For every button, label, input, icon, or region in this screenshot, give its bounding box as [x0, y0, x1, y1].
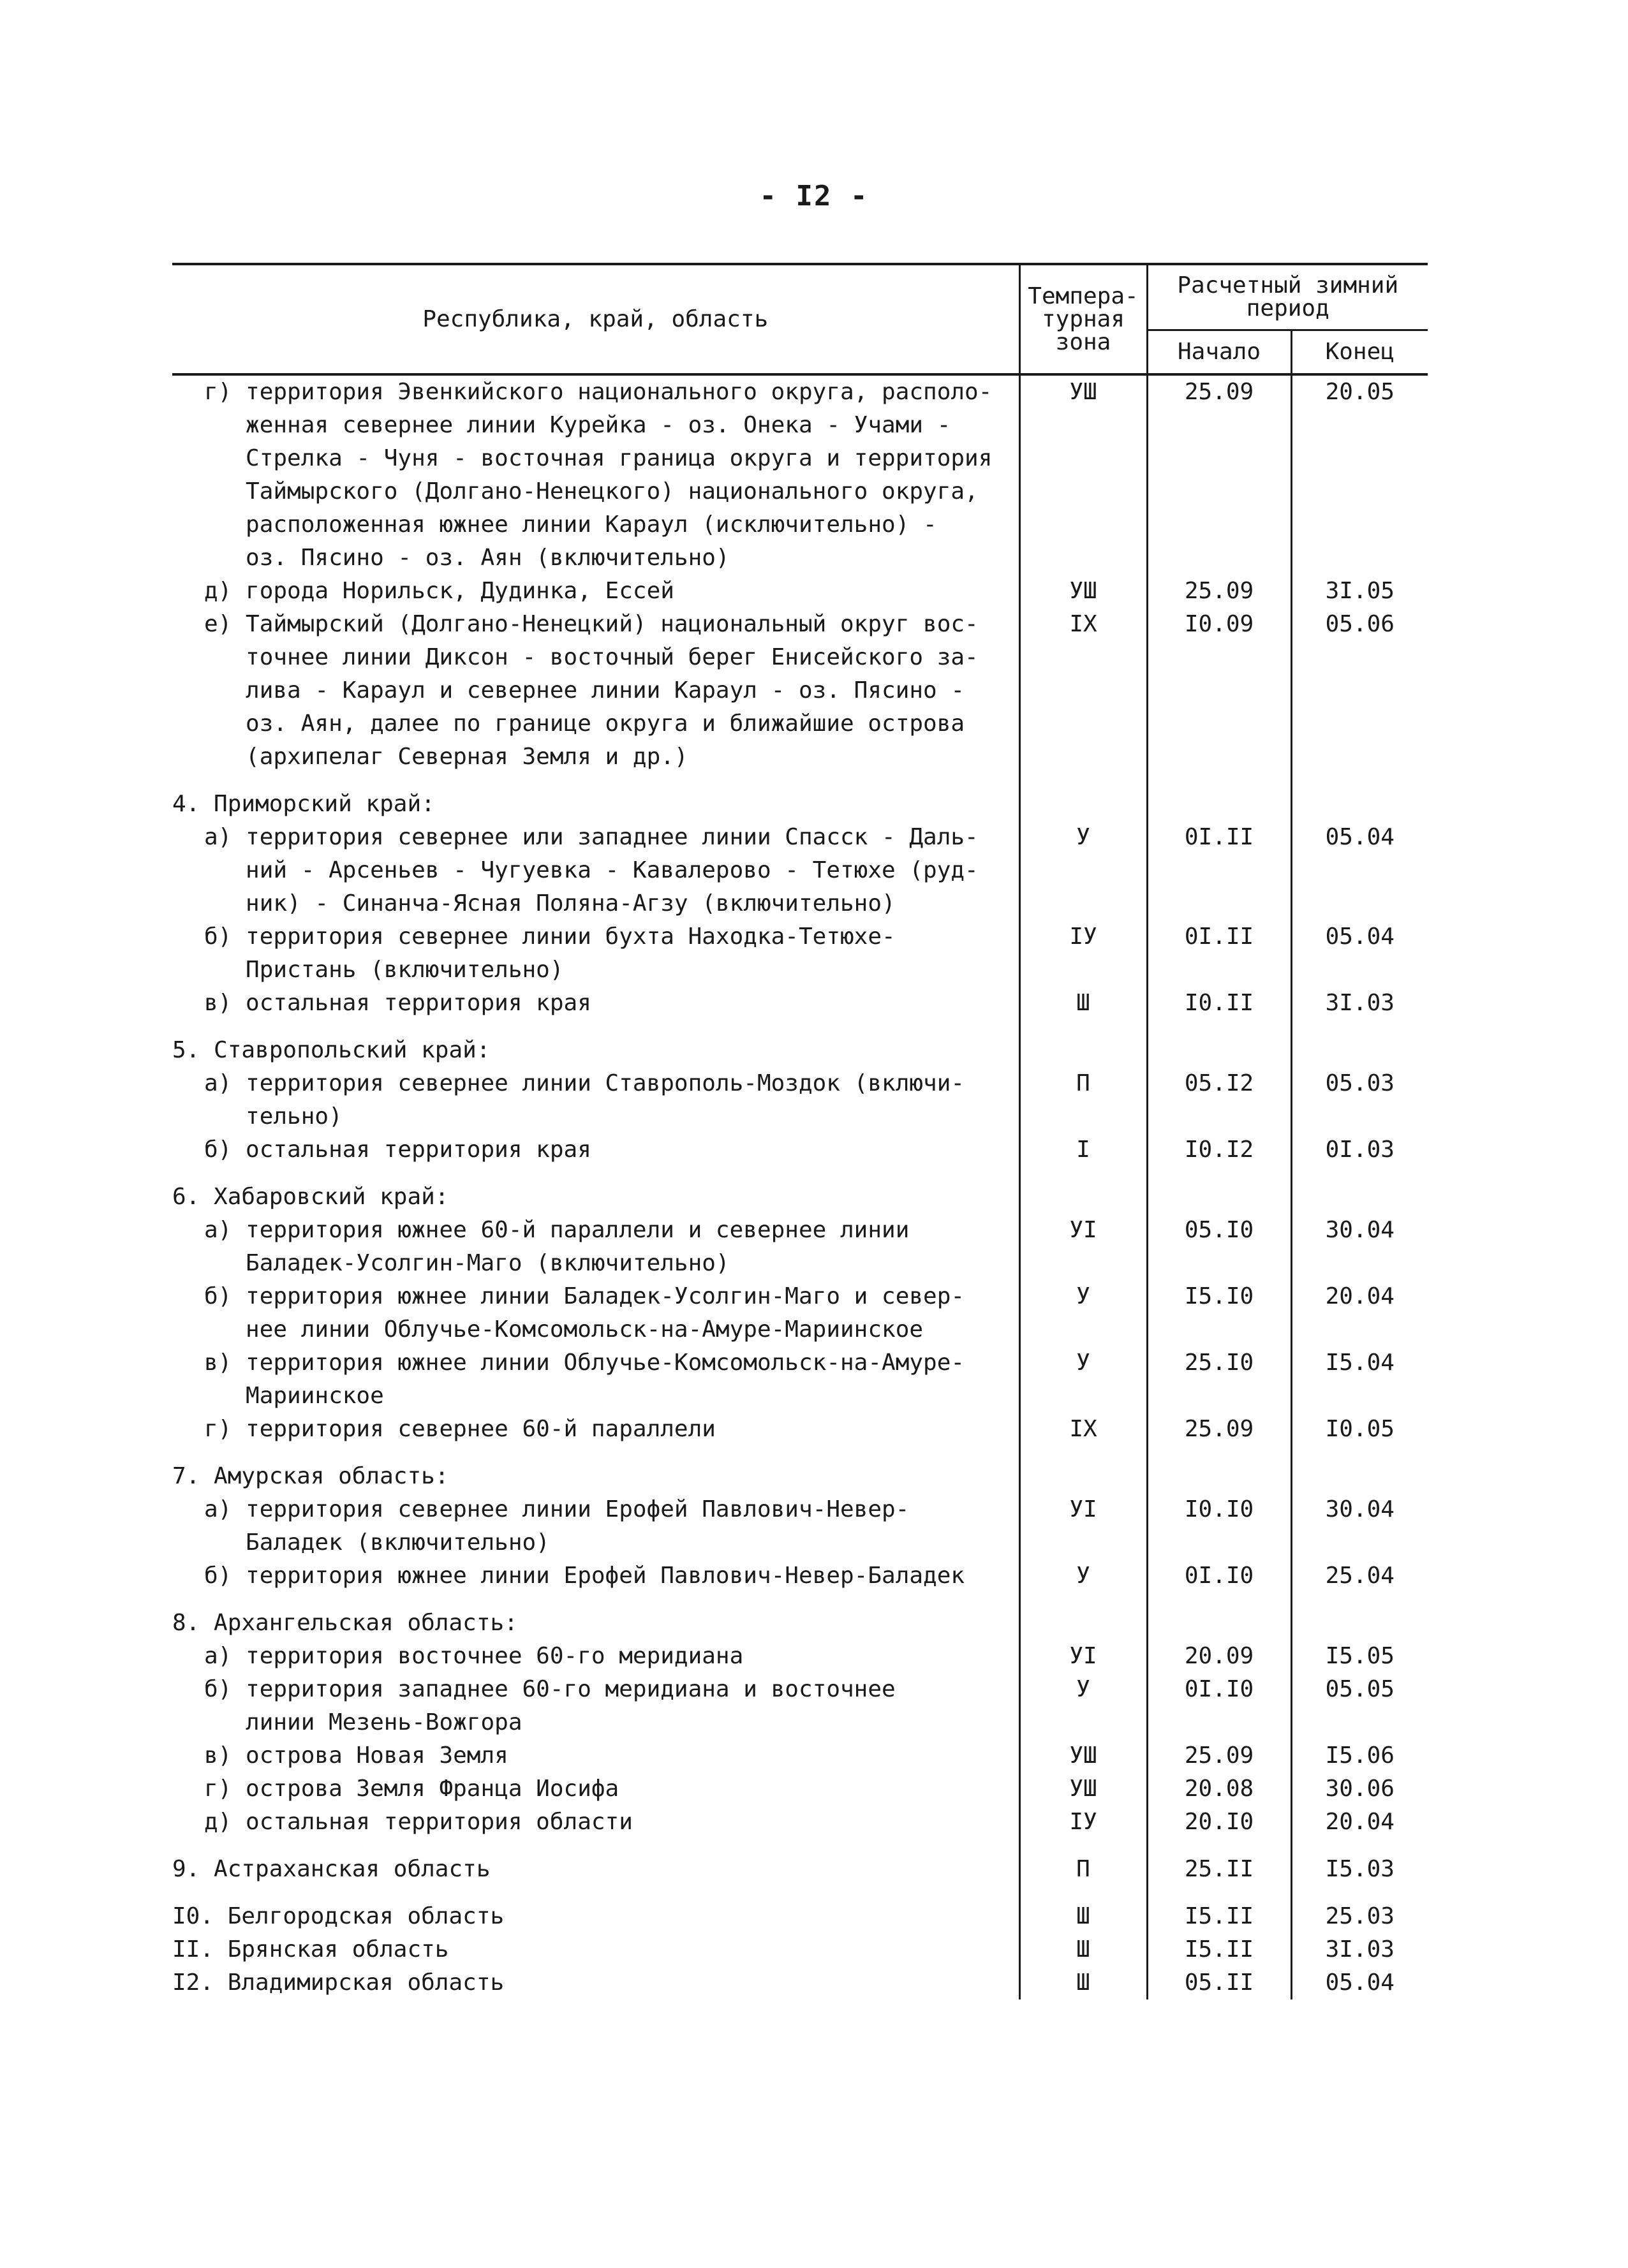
end-date-cell: 05.04: [1325, 924, 1395, 950]
zone-cell: [1019, 1446, 1147, 1493]
end-date-cell: I5.04: [1325, 1350, 1395, 1376]
zone-cell: П: [1019, 1839, 1147, 1886]
zone-cell: IX: [1019, 1413, 1147, 1446]
zone-cell: [1019, 774, 1147, 821]
end-date-cell: 25.04: [1325, 1563, 1395, 1589]
table-row: [172, 1966, 1428, 1999]
region-cell: 4. Приморский край:: [172, 791, 435, 817]
start-date-cell: 05.I0: [1147, 1214, 1291, 1280]
table-row: [172, 1593, 1428, 1640]
table-row: [172, 575, 1428, 608]
start-date-cell: 25.09: [1147, 575, 1291, 608]
zone-cell: IX: [1019, 608, 1147, 774]
zone-cell: УШ: [1019, 374, 1147, 575]
page-number: - I2 -: [759, 180, 869, 212]
table-row: [172, 1020, 1428, 1067]
start-date-cell: I5.II: [1147, 1933, 1291, 1966]
table-row: [172, 1739, 1428, 1772]
region-cell: д) остальная территория области: [204, 1809, 633, 1835]
region-cell: 6. Хабаровский край:: [172, 1184, 449, 1210]
end-date-cell: 05.06: [1325, 611, 1395, 637]
table-row: [172, 987, 1428, 1020]
start-date-cell: 05.II: [1147, 1966, 1291, 1999]
region-cell: II. Брянская область: [172, 1936, 449, 1962]
table-row: [172, 1133, 1428, 1167]
table-row: [172, 1559, 1428, 1593]
region-cell: в) острова Новая Земля: [204, 1742, 508, 1769]
start-date-cell: 25.I0: [1147, 1346, 1291, 1413]
region-cell: в) остальная территория края: [204, 990, 591, 1016]
table-row: [172, 1446, 1428, 1493]
end-date-cell: 20.04: [1325, 1283, 1395, 1309]
start-date-cell: [1147, 1446, 1291, 1493]
end-date-cell: 3I.05: [1325, 578, 1395, 604]
header-end: Конец: [1291, 330, 1428, 375]
start-date-cell: 05.I2: [1147, 1067, 1291, 1133]
start-date-cell: [1147, 1167, 1291, 1214]
zone-cell: [1019, 1593, 1147, 1640]
table-row: [172, 1772, 1428, 1806]
end-date-cell: 05.03: [1325, 1070, 1395, 1096]
start-date-cell: I5.I0: [1147, 1280, 1291, 1346]
region-cell: е) Таймырский (Долгано-Ненецкий) национальный округ вос- точнее линии Диксон - восточный берег Енисейского за- лива - Караул и севернее линии Караул - оз. Пясино - оз. Аян, далее по границе округа и ближайшие острова (архипелаг Северная Земля и др.): [204, 611, 979, 770]
table-body: [172, 374, 1428, 1999]
end-date-cell: I5.05: [1325, 1643, 1395, 1669]
region-cell: 8. Архангельская область:: [172, 1610, 518, 1636]
zone-cell: УШ: [1019, 575, 1147, 608]
start-date-cell: 25.09: [1147, 374, 1291, 575]
start-date-cell: I5.II: [1147, 1886, 1291, 1933]
start-date-cell: 25.09: [1147, 1413, 1291, 1446]
end-date-cell: I0.05: [1325, 1416, 1395, 1442]
start-date-cell: [1147, 774, 1291, 821]
end-date-cell: [1291, 774, 1428, 821]
table-row: [172, 1839, 1428, 1886]
zone-cell: [1019, 1167, 1147, 1214]
zone-cell: УI: [1019, 1214, 1147, 1280]
zone-cell: У: [1019, 1280, 1147, 1346]
region-cell: б) территория южнее линии Баладек-Усолгин-Маго и север- нее линии Облучье-Комсомольск-на-Амуре-Мариинское: [204, 1283, 965, 1343]
start-date-cell: 20.I0: [1147, 1806, 1291, 1839]
start-date-cell: 0I.II: [1147, 821, 1291, 920]
zone-cell: Ш: [1019, 1966, 1147, 1999]
end-date-cell: [1291, 1593, 1428, 1640]
header-start: Начало: [1147, 330, 1291, 375]
region-cell: г) острова Земля Франца Иосифа: [204, 1776, 619, 1802]
start-date-cell: 25.II: [1147, 1839, 1291, 1886]
region-cell: а) территория севернее линии Ставрополь-Моздок (включи- тельно): [204, 1070, 965, 1130]
region-cell: а) территория севернее линии Ерофей Павлович-Невер- Баладек (включительно): [204, 1496, 910, 1556]
header-winter-period: Расчетный зимний период: [1147, 264, 1428, 330]
start-date-cell: 20.08: [1147, 1772, 1291, 1806]
table-row: [172, 1493, 1428, 1559]
table-row: [172, 374, 1428, 575]
winter-period-table: [172, 263, 1428, 1999]
start-date-cell: 0I.II: [1147, 920, 1291, 987]
start-date-cell: [1147, 1593, 1291, 1640]
zone-cell: УI: [1019, 1640, 1147, 1673]
end-date-cell: 30.04: [1325, 1496, 1395, 1522]
zone-cell: УШ: [1019, 1772, 1147, 1806]
zone-cell: Ш: [1019, 1886, 1147, 1933]
region-cell: б) территория южнее линии Ерофей Павлович-Невер-Баладек: [204, 1563, 965, 1589]
header-temperature-zone: Темпера- турная зона: [1019, 264, 1147, 374]
end-date-cell: 30.04: [1325, 1217, 1395, 1243]
region-cell: 7. Амурская область:: [172, 1463, 449, 1489]
end-date-cell: [1291, 1446, 1428, 1493]
start-date-cell: I0.II: [1147, 987, 1291, 1020]
start-date-cell: 0I.I0: [1147, 1673, 1291, 1739]
zone-cell: У: [1019, 1559, 1147, 1593]
table-row: [172, 1067, 1428, 1133]
region-cell: а) территория восточнее 60-го меридиана: [204, 1643, 744, 1669]
table-row: [172, 920, 1428, 987]
end-date-cell: 25.03: [1325, 1903, 1395, 1929]
zone-cell: Ш: [1019, 987, 1147, 1020]
zone-cell: УI: [1019, 1493, 1147, 1559]
table-row: [172, 1167, 1428, 1214]
table-row: [172, 1886, 1428, 1933]
region-cell: б) остальная территория края: [204, 1137, 591, 1163]
table-row: [172, 774, 1428, 821]
end-date-cell: 30.06: [1325, 1776, 1395, 1802]
table-row: [172, 1640, 1428, 1673]
end-date-cell: 05.05: [1325, 1676, 1395, 1702]
region-cell: б) территория севернее линии бухта Находка-Тетюхе- Пристань (включительно): [204, 924, 896, 983]
start-date-cell: I0.I2: [1147, 1133, 1291, 1167]
zone-cell: IУ: [1019, 1806, 1147, 1839]
zone-cell: П: [1019, 1067, 1147, 1133]
zone-cell: IУ: [1019, 920, 1147, 987]
zone-cell: [1019, 1020, 1147, 1067]
zone-cell: У: [1019, 821, 1147, 920]
table-row: [172, 1673, 1428, 1739]
zone-cell: У: [1019, 1673, 1147, 1739]
zone-cell: УШ: [1019, 1739, 1147, 1772]
start-date-cell: I0.09: [1147, 608, 1291, 774]
end-date-cell: 05.04: [1325, 824, 1395, 850]
end-date-cell: [1291, 1167, 1428, 1214]
end-date-cell: I5.06: [1325, 1742, 1395, 1769]
region-cell: г) территория Эвенкийского национального округа, располо- женная севернее линии Курейка - оз. Онека - Учами - Стрелка - Чуня - восточная граница округа и территория Таймырского (Долгано-Ненецкого) национального округа, расположенная южнее линии Караул (исключительно) - оз. Пясино - оз. Аян (включительно): [204, 379, 993, 571]
end-date-cell: 05.04: [1325, 1970, 1395, 1996]
region-cell: 9. Астраханская область: [172, 1856, 491, 1882]
region-cell: I0. Белгородская область: [172, 1903, 505, 1929]
start-date-cell: I0.I0: [1147, 1493, 1291, 1559]
start-date-cell: [1147, 1020, 1291, 1067]
zone-cell: I: [1019, 1133, 1147, 1167]
end-date-cell: 0I.03: [1325, 1137, 1395, 1163]
header-region: Республика, край, область: [172, 264, 1019, 374]
end-date-cell: 20.04: [1325, 1809, 1395, 1835]
region-cell: б) территория западнее 60-го меридиана и восточнее линии Мезень-Вожгора: [204, 1676, 896, 1735]
region-cell: д) города Норильск, Дудинка, Ессей: [204, 578, 674, 604]
region-cell: в) территория южнее линии Облучье-Комсомольск-на-Амуре- Мариинское: [204, 1350, 965, 1409]
table-row: [172, 1806, 1428, 1839]
region-cell: I2. Владимирская область: [172, 1970, 505, 1996]
table-row: [172, 821, 1428, 920]
start-date-cell: 20.09: [1147, 1640, 1291, 1673]
table-row: [172, 1413, 1428, 1446]
end-date-cell: 3I.03: [1325, 1936, 1395, 1962]
region-cell: а) территория южнее 60-й параллели и севернее линии Баладек-Усолгин-Маго (включительно): [204, 1217, 910, 1276]
region-cell: 5. Ставропольский край:: [172, 1037, 491, 1063]
table-row: [172, 1933, 1428, 1966]
start-date-cell: 25.09: [1147, 1739, 1291, 1772]
table-header: [172, 264, 1428, 374]
end-date-cell: I5.03: [1325, 1856, 1395, 1882]
table-row: [172, 608, 1428, 774]
table-row: [172, 1346, 1428, 1413]
zone-cell: У: [1019, 1346, 1147, 1413]
region-cell: а) территория севернее или западнее линии Спасск - Даль- ний - Арсеньев - Чугуевка - Кавалерово - Тетюхе (руд- ник) - Синанча-Ясная Поляна-Агзу (включительно): [204, 824, 979, 917]
table-row: [172, 1280, 1428, 1346]
end-date-cell: 20.05: [1325, 379, 1395, 405]
start-date-cell: 0I.I0: [1147, 1559, 1291, 1593]
table-row: [172, 1214, 1428, 1280]
region-cell: г) территория севернее 60-й параллели: [204, 1416, 716, 1442]
end-date-cell: [1291, 1020, 1428, 1067]
end-date-cell: 3I.03: [1325, 990, 1395, 1016]
zone-cell: Ш: [1019, 1933, 1147, 1966]
